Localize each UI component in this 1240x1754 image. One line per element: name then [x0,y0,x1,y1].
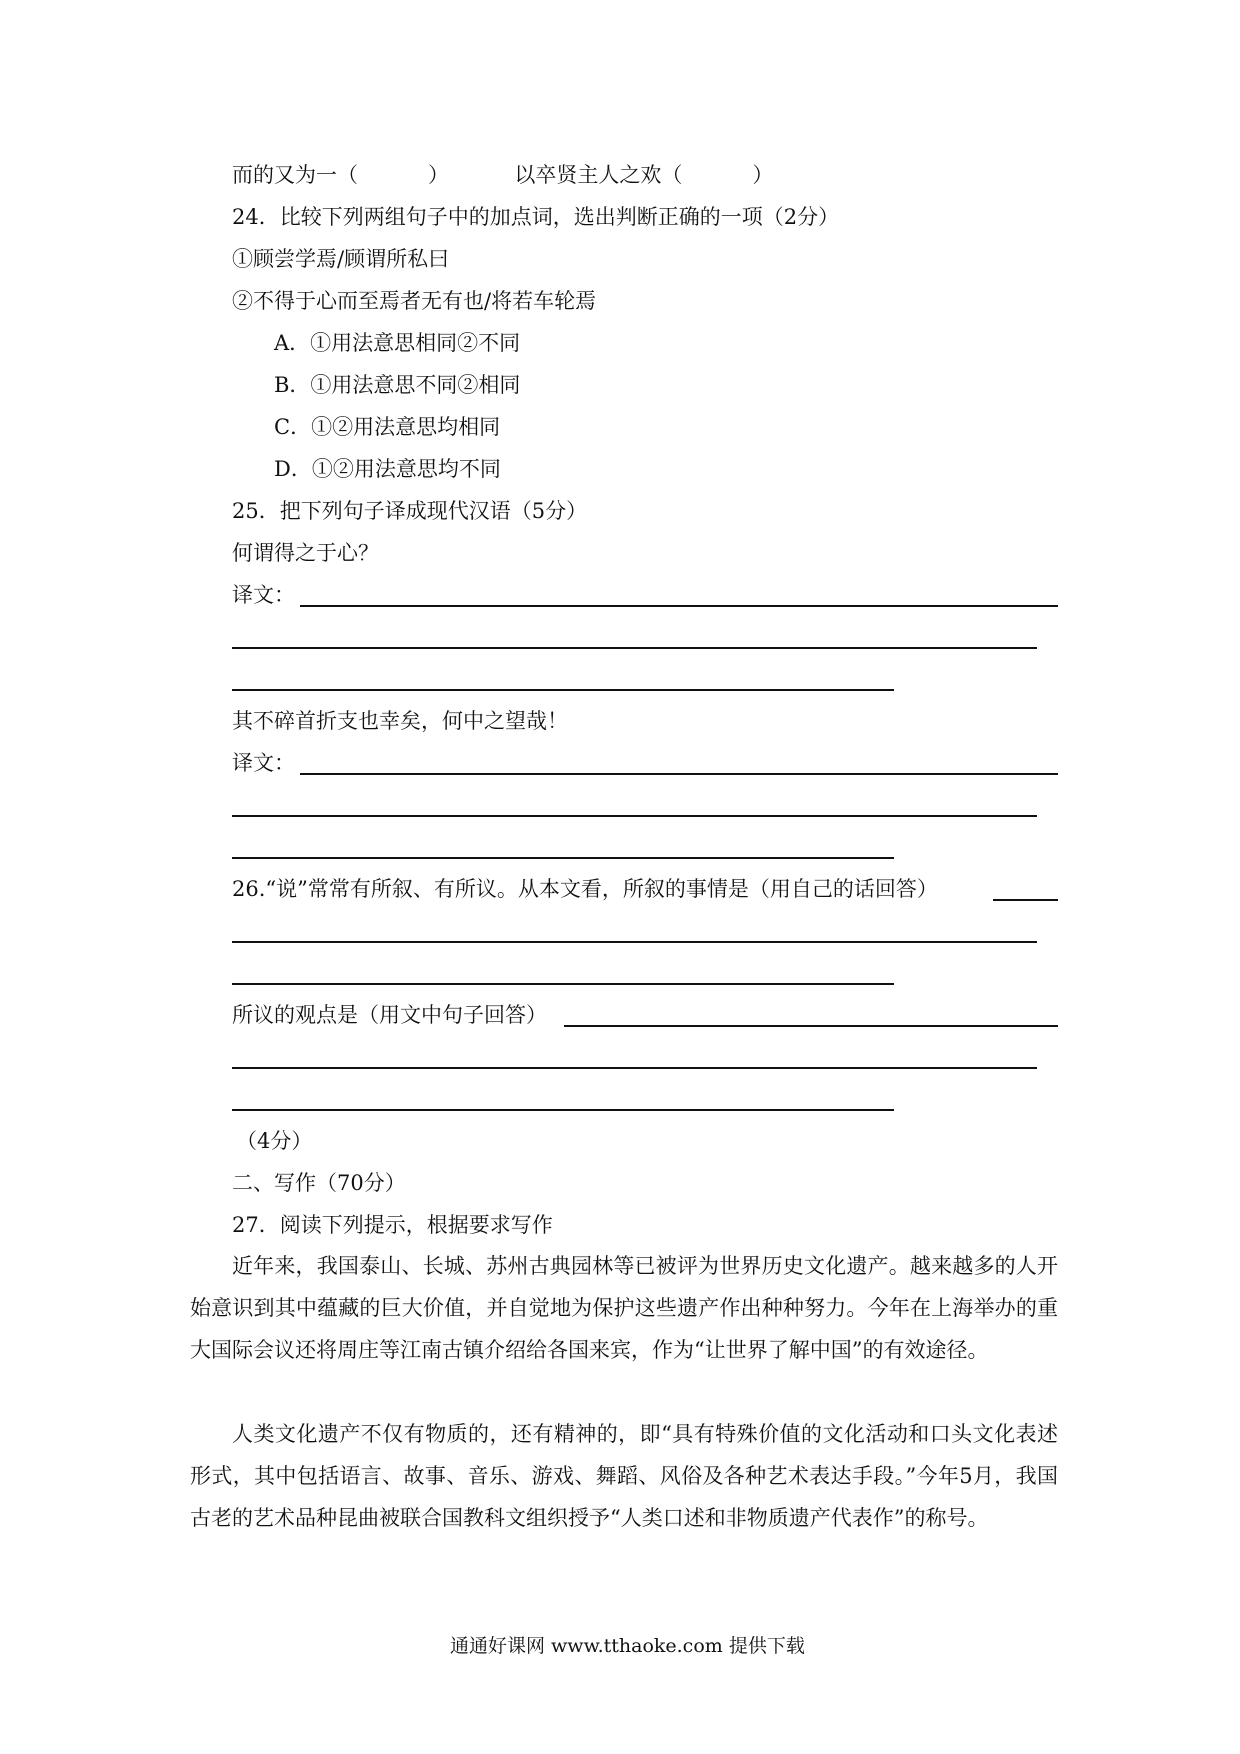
answer-line [993,899,1058,901]
q24-option-c: C．①②用法意思均相同 [274,415,501,439]
q26-stem: 26.“说”常常有所叙、有所议。从本文看，所叙的事情是（用自己的话回答） [232,877,938,901]
q23-item1: 而的又为一（ [232,163,358,187]
q24-option-a: A．①用法意思相同②不同 [274,331,521,355]
section2-title: 二、写作（70分） [232,1171,406,1195]
q24-pair1: ①顾尝学焉/顾谓所私曰 [232,247,450,271]
q23-tail-line [232,160,773,190]
q24-pair2: ②不得于心而至焉者无有也/将若车轮焉 [232,289,597,313]
q24-option-b: B．①用法意思不同②相同 [274,373,521,397]
answer-line [564,1025,1058,1027]
q27-stem: 27．阅读下列提示，根据要求写作 [232,1213,553,1237]
answer-line [300,773,1058,775]
q26-view-prompt: 所议的观点是（用文中句子回答） [232,1003,547,1027]
page-footer: 通通好课网 www.tthaoke.com 提供下载 [450,1635,805,1657]
answer-line [232,1067,1037,1069]
answer-line [232,983,894,985]
answer-line [232,647,1037,649]
answer-line [300,605,1058,607]
q25-translation-label-2: 译文： [232,751,295,775]
answer-line [232,815,1037,817]
q23-item2: 以卒贤主人之欢（ [514,163,683,187]
q24-stem: 24．比较下列两组句子中的加点词，选出判断正确的一项（2分） [232,205,840,229]
q25-sentence1: 何谓得之于心？ [232,541,379,565]
q23-item2-close: ） [752,163,774,187]
q27-paragraph-2: 人类文化遗产不仅有物质的，还有精神的，即“具有特殊价值的文化活动和口头文化表述形式，其中包括语言、故事、音乐、游戏、舞蹈、风俗及各种艺术表达手段。”今年5月，我国古老的艺术品种昆曲被联合国教科文组织授予“人类口述和非物质遗产代表作”的称号。 [190,1422,1058,1530]
q23-item1-close: ） [428,163,449,187]
q24-option-d: D．①②用法意思均不同 [274,457,501,481]
q26-score: （4分） [236,1129,313,1153]
q25-sentence2: 其不碎首折支也幸矣，何中之望哉！ [232,709,568,733]
q27-paragraph-1: 近年来，我国泰山、长城、苏州古典园林等已被评为世界历史文化遗产。越来越多的人开始意识到其中蕴藏的巨大价值，并自觉地为保护这些遗产作出种种努力。今年在上海举办的重大国际会议还将周庄等江南古镇介绍给各国来宾，作为“让世界了解中国”的有效途径。 [190,1254,1058,1362]
q25-translation-label-1: 译文： [232,583,295,607]
answer-line [232,857,894,859]
answer-line [232,689,894,691]
answer-line [232,1109,894,1111]
answer-line [232,941,1037,943]
q25-stem: 25．把下列句子译成现代汉语（5分） [232,499,588,523]
